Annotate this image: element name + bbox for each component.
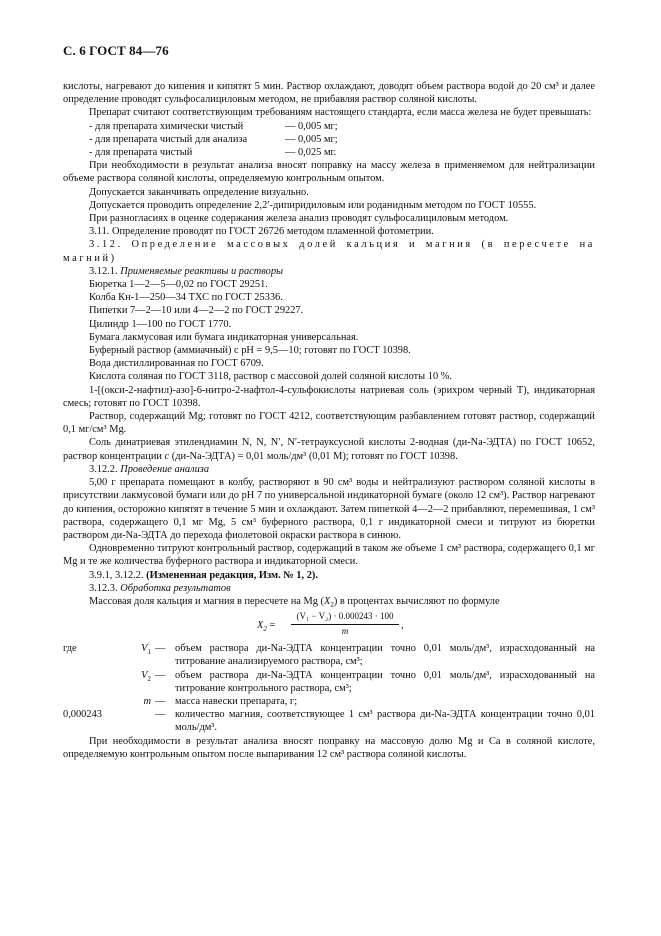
paragraph-correction: При необходимости в результат анализа вносят поправку на массу железа в применяемом для нейтрализации объеме раствора соляной кислоты, определяемую контрольным опытом.: [63, 160, 595, 185]
section-title: Проведение анализа: [120, 463, 210, 475]
reagent-item: Буферный раствор (аммиачный) с рН = 9,5—10; готовят по ГОСТ 10398.: [89, 345, 411, 357]
definition-text: масса навески препарата, г;: [175, 695, 298, 707]
paragraph-requirements: Препарат считают соответствующим требованиям настоящего стандарта, если масса железа не будет превышать:: [89, 107, 592, 119]
definition-key: [63, 695, 155, 708]
limit-label: - для препарата чистый для анализа: [89, 133, 248, 145]
definition-row: [63, 642, 595, 668]
formula-equals: =: [266, 620, 276, 632]
paragraph-dispute: При разногласиях в оценке содержания железа анализ проводят сульфосалициловым методом.: [89, 213, 509, 225]
section-3-12-1-heading: [63, 265, 595, 278]
where-label: где: [63, 643, 77, 655]
reagent-item: Бумага лакмусовая или бумага индикаторная универсальная.: [89, 331, 359, 343]
definition-text: объем раствора ди-Na-ЭДТА концентрации точно 0,01 моль/дм³, израсходованный на титрование анализируемого раствора, см³;: [175, 643, 595, 668]
paragraph-control: Одновременно титруют контрольный раствор, содержащий в таком же объеме 1 см³ раствора, содержащего 0,1 мг Mg и те же количества буферного раствора и индикаторной смеси.: [63, 543, 595, 568]
text-run: Соль динатриевая этилендиамин N, N, N′, N′-тетрауксусной кислоты 2-водная (ди-Na-ЭДТА) по ГОСТ 10652, раствор концентрации: [63, 437, 595, 462]
limit-row: [89, 146, 595, 159]
formula-denominator: m: [341, 626, 349, 637]
reagent-item: Вода дистиллированная по ГОСТ 6709.: [89, 358, 264, 370]
section-number: 3.12.1.: [89, 265, 118, 277]
paragraph-procedure: 5,00 г препарата помещают в колбу, растворяют в 90 см³ воды и нейтрализуют раствором соляной кислоты в присутствии лакмусовой бумаги или до рН 7 по универсальной индикаторной бумаге (около 12 см³). Раствор нагревают до кипения, осторожно кипятят в течение 5 мин и охлаждают. Затем пипеткой 4—2—2 прибавляют, перемешивая, 1 см³ раствора, содержащего 0,1 мг Mg, 5 см³ буферного раствора, 0,1 г индикаторной смеси и титруют из бюретки раствором ди-Na-ЭДТА до перехода фиолетовой окраски раствора в синюю.: [63, 477, 595, 541]
symbol-subscript: 2: [330, 601, 334, 609]
definition-key: [63, 669, 155, 695]
paragraph-final-correction: При необходимости в результат анализа вносят поправку на массовую долю Mg и Ca в соляной кислоте, определяемую контрольным опытом после выпаривания 12 см³ раствора соляной кислоты.: [63, 735, 595, 760]
definition-row: [63, 708, 595, 734]
section-3-12-3-heading: [63, 582, 595, 595]
paragraph-continuation: кислоты, нагревают до кипения и кипятят 5 мин. Раствор охлаждают, доводят объем раствора водой до 20 см³ и далее определение проводят сульфосалициловым методом, не прибавляя раствор соляной кислоты.: [63, 81, 595, 106]
text-run: Массовая доля кальция и магния в пересчете на Mg (: [89, 595, 324, 607]
paragraph-formula-intro: [63, 595, 595, 608]
definition-dash: —: [155, 709, 166, 721]
reagent-item: Пипетки 7—2—10 или 4—2—2 по ГОСТ 29227.: [89, 305, 304, 317]
definition-key: [0, 708, 155, 734]
page-header: С. 6 ГОСТ 84—76: [63, 43, 169, 58]
paragraph-alt-method: Допускается проводить определение 2,2′-дипиридиловым или роданидным методом по ГОСТ 10555.: [89, 199, 537, 211]
definition-subscript: 2: [147, 674, 151, 683]
reagent-item: Кислота соляная по ГОСТ 3118, раствор с массовой долей соляной кислоты 10 %.: [89, 371, 452, 383]
paragraph-edta: [63, 436, 595, 462]
formula-subscript: 2: [263, 625, 267, 634]
reagent-item: Цилиндр 1—100 по ГОСТ 1770.: [89, 318, 232, 330]
formula-lhs: [257, 619, 275, 632]
iron-limits-list: [63, 120, 595, 160]
section-3-12-2-heading: [63, 463, 595, 476]
reagent-item: Колба Кн-1—250—34 ТХС по ГОСТ 25336.: [89, 292, 283, 304]
limit-value: — 0,025 мг.: [285, 147, 337, 159]
definition-key: [63, 642, 155, 668]
paragraph-indicator: 1-[(окси-2-нафтил)-азо]-6-нитро-2-нафтол-4-сульфокислоты натриевая соль (эрихром черный Т), индикаторная смесь; готовят по ГОСТ 10398.: [63, 384, 595, 409]
limit-row: [89, 133, 595, 146]
definition-text: объем раствора ди-Na-ЭДТА концентрации точно 0,01 моль/дм³, израсходованный на титрование контрольного раствора, см³;: [175, 669, 595, 694]
variable-definitions: [63, 642, 595, 734]
section-number: 3.12.2.: [89, 463, 118, 475]
limit-row: [89, 120, 595, 133]
symbol-c: c: [164, 450, 170, 462]
definition-subscript: 1: [147, 648, 151, 657]
definition-symbol: V: [141, 669, 148, 681]
symbol-x: X: [323, 595, 331, 607]
text-run: (ди-Na-ЭДТА) = 0,01 моль/дм³ (0,01 М); готовят по ГОСТ 10398.: [169, 450, 458, 462]
formula-symbol: X: [257, 620, 264, 632]
definition-dash: —: [155, 695, 166, 707]
text-run: 3.9.1, 3.12.2.: [89, 569, 147, 581]
formula-comma: ,: [401, 620, 404, 632]
limit-label: - для препарата химически чистый: [89, 120, 244, 132]
formula-numerator: (V₁ − V₂) · 0.000243 · 100: [291, 610, 399, 625]
section-number: 3.12.3.: [89, 582, 118, 594]
reagent-item: Бюретка 1—2—5—0,02 по ГОСТ 29251.: [89, 279, 268, 291]
paragraph-visual: Допускается заканчивать определение визуально.: [89, 186, 309, 198]
definition-text: количество магния, соответствующее 1 см³ раствора ди-Na-ЭДТА концентрации точно 0,01 моль/дм³.: [175, 709, 595, 734]
text-run: ) в процентах вычисляют по формуле: [333, 595, 500, 607]
section-3-11: 3.11. Определение проводят по ГОСТ 26726 методом пламенной фотометрии.: [89, 226, 434, 238]
definition-symbol: 0,000243: [63, 709, 102, 721]
reagents-list: [63, 278, 595, 384]
limit-value: — 0,005 мг;: [285, 120, 338, 132]
definition-dash: —: [155, 643, 166, 655]
section-title: Обработка результатов: [120, 582, 231, 594]
formula-fraction: [291, 610, 399, 638]
limit-value: — 0,005 мг;: [285, 133, 338, 145]
formula: [63, 610, 595, 640]
definition-dash: —: [155, 669, 166, 681]
definition-symbol: m: [143, 695, 151, 707]
section-3-12-heading: 3.12. Определение массовых долей кальция и магния (в пересчете на магний): [63, 239, 595, 264]
section-title: Применяемые реактивы и растворы: [120, 265, 284, 277]
paragraph-amendment: [63, 569, 595, 582]
paragraph-mg-solution: Раствор, содержащий Mg; готовят по ГОСТ 4212, соответствующим разбавлением готовят раствор, содержащий 0,1 мг/см³ Mg.: [63, 411, 595, 436]
definition-row: [63, 669, 595, 695]
document-body: [63, 80, 595, 761]
definition-symbol: V: [141, 643, 148, 655]
amendment-note: (Измененная редакция, Изм. № 1, 2).: [146, 569, 318, 581]
definition-row: [63, 695, 595, 708]
limit-label: - для препарата чистый: [89, 147, 193, 159]
